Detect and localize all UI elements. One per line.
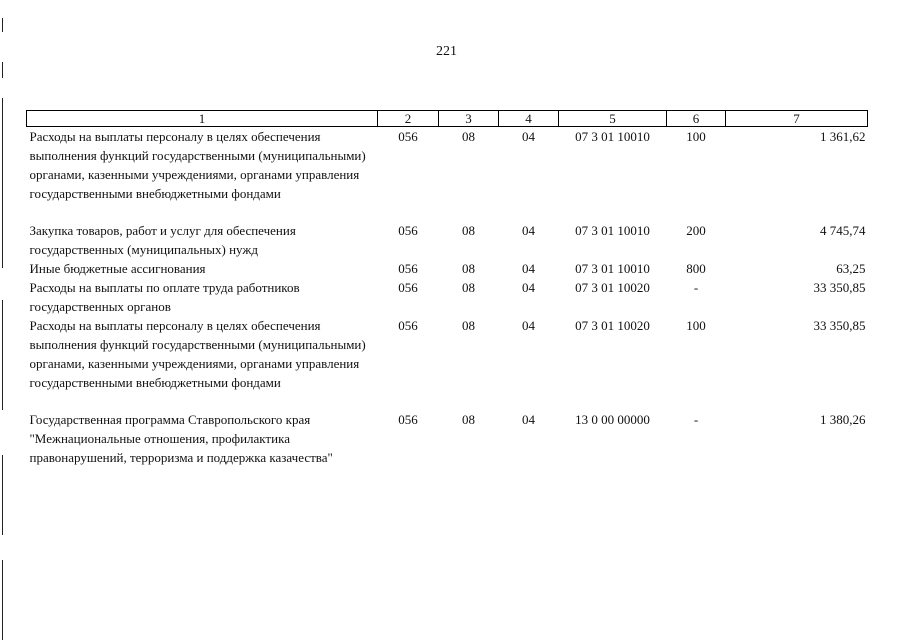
row-name: Расходы на выплаты по оплате труда работников государственных органов	[29, 280, 300, 314]
row-target: 13 0 00 00000	[575, 412, 650, 427]
row-code: 056	[398, 223, 418, 238]
row-kind: -	[693, 412, 699, 427]
row-amount: 1 361,62	[820, 129, 866, 144]
row-section: 08	[462, 318, 475, 333]
row-name: Иные бюджетные ассигнования	[29, 261, 206, 276]
left-margin-mark	[2, 98, 3, 268]
row-kind: 100	[686, 129, 706, 144]
row-subsection: 04	[522, 129, 535, 144]
row-amount: 1 380,26	[820, 412, 866, 427]
row-name: Расходы на выплаты персоналу в целях обеспечения выполнения функций государственными (муниципальными) органами, казенными учреждениями, органами управления государственными внебюджетными фондами	[29, 129, 366, 201]
row-kind: 800	[686, 261, 706, 276]
column-header: 6	[667, 111, 726, 127]
row-code: 056	[398, 129, 418, 144]
left-margin-mark	[2, 300, 3, 410]
row-target: 07 3 01 10020	[575, 280, 650, 295]
row-code: 056	[398, 318, 418, 333]
row-target: 07 3 01 10010	[575, 129, 650, 144]
table-row	[27, 127, 868, 222]
row-target: 07 3 01 10010	[575, 223, 650, 238]
table-row	[27, 259, 868, 278]
header-row	[27, 111, 868, 127]
row-name: Расходы на выплаты персоналу в целях обеспечения выполнения функций государственными (муниципальными) органами, казенными учреждениями, органами управления государственными внебюджетными фондами	[29, 318, 366, 390]
column-header: 2	[378, 111, 439, 127]
row-amount: 33 350,85	[813, 318, 866, 333]
row-amount: 4 745,74	[820, 223, 866, 238]
row-section: 08	[462, 280, 475, 295]
left-margin-mark	[2, 560, 3, 640]
row-subsection: 04	[522, 261, 535, 276]
row-kind: 200	[686, 223, 706, 238]
row-section: 08	[462, 223, 475, 238]
row-name: Государственная программа Ставропольского края "Межнациональные отношения, профилактика правонарушений, терроризма и поддержка казачества"	[29, 412, 333, 465]
row-amount: 63,25	[836, 261, 866, 276]
row-subsection: 04	[522, 318, 535, 333]
row-code: 056	[398, 280, 418, 295]
row-target: 07 3 01 10020	[575, 318, 650, 333]
table-row	[27, 221, 868, 259]
page-number: 221	[436, 44, 457, 59]
row-amount: 33 350,85	[813, 280, 866, 295]
row-target: 07 3 01 10010	[575, 261, 650, 276]
row-kind: 100	[686, 318, 706, 333]
column-header: 4	[499, 111, 559, 127]
row-code: 056	[398, 412, 418, 427]
left-margin-mark	[2, 455, 3, 535]
column-header: 1	[27, 111, 378, 127]
row-section: 08	[462, 412, 475, 427]
left-margin-mark	[2, 18, 3, 32]
column-header: 5	[559, 111, 667, 127]
table-row	[27, 278, 868, 316]
row-section: 08	[462, 261, 475, 276]
column-header: 3	[439, 111, 499, 127]
row-subsection: 04	[522, 412, 535, 427]
table-row	[27, 410, 868, 467]
table-row	[27, 316, 868, 410]
row-name: Закупка товаров, работ и услуг для обеспечения государственных (муниципальных) нужд	[29, 223, 296, 257]
left-margin-mark	[2, 62, 3, 78]
budget-table	[26, 110, 868, 467]
row-kind: -	[693, 280, 699, 295]
row-section: 08	[462, 129, 475, 144]
row-code: 056	[398, 261, 418, 276]
column-header: 7	[726, 111, 868, 127]
row-subsection: 04	[522, 223, 535, 238]
row-subsection: 04	[522, 280, 535, 295]
